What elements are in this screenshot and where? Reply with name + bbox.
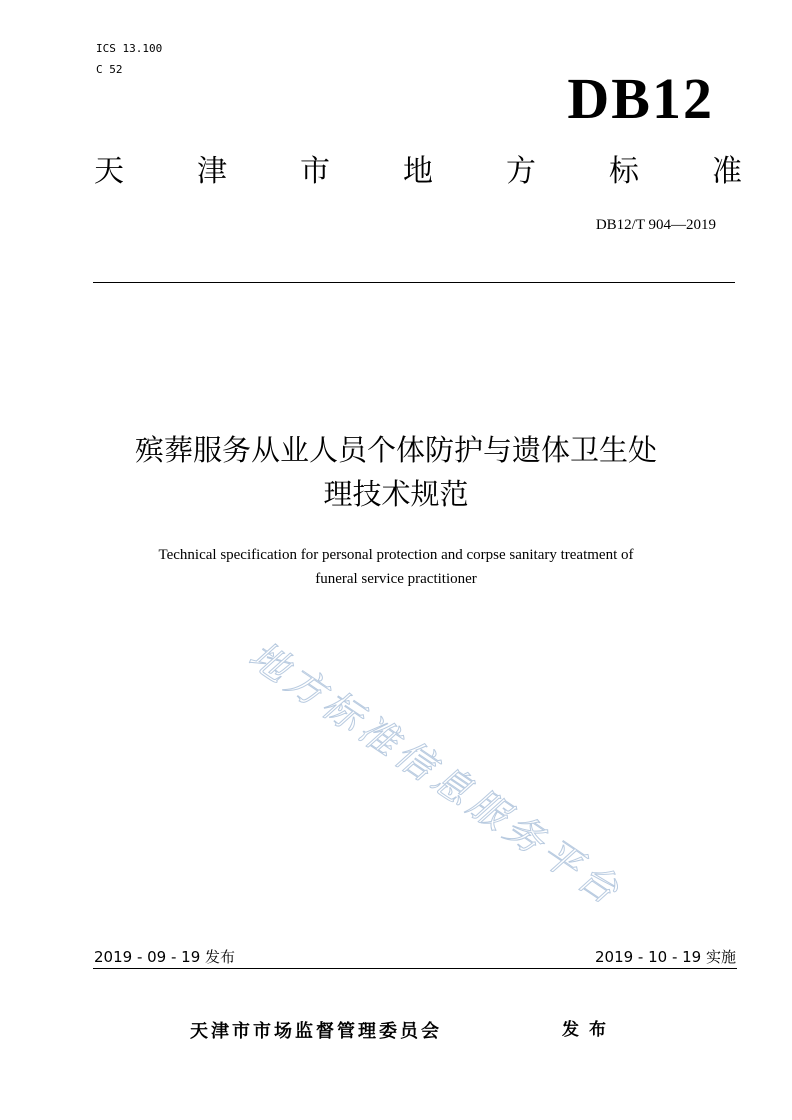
standard-number: DB12/T 904—2019	[595, 217, 716, 233]
standard-type-char: 地	[403, 154, 433, 189]
publish-label: 发布	[562, 1020, 616, 1040]
title-english	[60, 543, 732, 591]
standard-type-char: 标	[609, 154, 639, 189]
top-divider	[93, 282, 735, 283]
title-chinese-line: 理技术规范	[323, 477, 469, 511]
bottom-divider	[93, 968, 737, 969]
standard-type-char: 方	[506, 154, 536, 189]
watermark: 地方标准信息服务平台	[241, 632, 631, 916]
ccs-code: C 52	[96, 63, 123, 76]
standard-type	[94, 152, 742, 192]
implementation-date: 2019 - 10 - 19 实施	[594, 948, 736, 966]
standard-type-char: 津	[197, 154, 227, 189]
standard-type-char: 准	[712, 154, 742, 189]
ics-code: ICS 13.100	[96, 42, 163, 55]
title-english-line: funeral service practitioner	[315, 571, 477, 587]
db-mark: DB12	[567, 66, 714, 131]
title-chinese-line: 殡葬服务从业人员个体防护与遗体卫生处	[134, 433, 657, 467]
issue-date: 2019 - 09 - 19 发布	[94, 948, 236, 966]
title-chinese	[60, 428, 732, 516]
issuing-authority: 天津市市场监督管理委员会	[190, 1021, 442, 1042]
title-english-line: Technical specification for personal protection and corpse sanitary treatment of	[158, 547, 634, 563]
standard-type-char: 天	[94, 154, 124, 189]
standard-type-char: 市	[300, 154, 330, 189]
